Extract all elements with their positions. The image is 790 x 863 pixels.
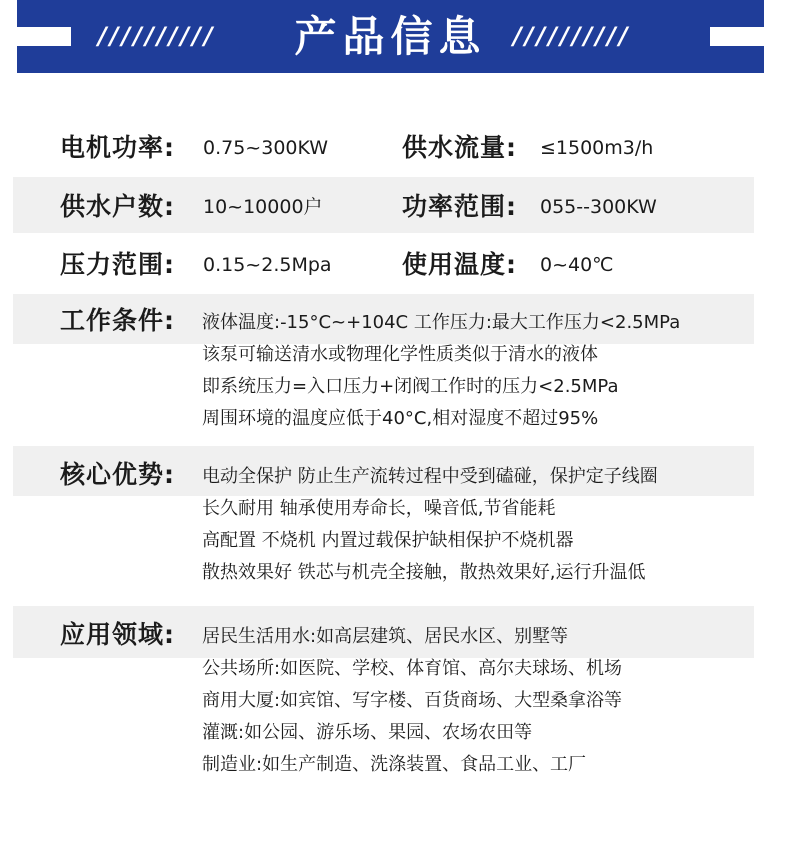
spec-row <box>0 245 790 285</box>
spec-value-households: 10~10000户 <box>203 196 323 218</box>
spec-label-flow: 供水流量: <box>402 133 517 162</box>
section-label: 应用领域: <box>60 620 175 649</box>
spec-row <box>0 187 790 227</box>
section-line: 商用大厦:如宾馆、写字楼、百货商场、大型桑拿浴等 <box>202 690 623 711</box>
spec-label-motor-power: 电机功率: <box>60 133 175 162</box>
header-slashes-right: ////////// <box>513 22 631 50</box>
section-line: 长久耐用 轴承使用寿命长，噪音低,节省能耗 <box>202 498 556 519</box>
page-title: 产品信息 <box>294 12 487 61</box>
header-slashes-left: ////////// <box>98 22 216 50</box>
spec-value-flow: ≤1500m3/h <box>540 137 654 159</box>
section-label: 核心优势: <box>60 460 175 489</box>
spec-value-motor-power: 0.75~300KW <box>203 137 329 159</box>
section-line: 电动全保护 防止生产流转过程中受到磕碰，保护定子线圈 <box>202 466 658 487</box>
spec-label-households: 供水户数: <box>60 192 175 221</box>
section-line: 即系统压力=入口压力+闭阀工作时的压力<2.5MPa <box>202 376 619 397</box>
section-line: 该泵可输送清水或物理化学性质类似于清水的液体 <box>202 344 598 365</box>
spec-label-pressure-range: 压力范围: <box>60 250 175 279</box>
spec-value-pressure-range: 0.15~2.5Mpa <box>203 254 332 276</box>
spec-row <box>0 128 790 168</box>
section-line: 散热效果好 铁芯与机壳全接触，散热效果好,运行升温低 <box>202 562 646 583</box>
section-line: 周围环境的温度应低于40°C,相对湿度不超过95% <box>202 408 599 429</box>
section-lines <box>202 307 680 435</box>
section-line: 高配置 不烧机 内置过载保护缺相保护不烧机器 <box>202 530 574 551</box>
section-label: 工作条件: <box>60 306 175 335</box>
spec-value-power-range: 055--300KW <box>540 196 657 218</box>
spec-value-temperature: 0~40℃ <box>540 254 614 276</box>
section-line: 公共场所:如医院、学校、体育馆、高尔夫球场、机场 <box>202 658 623 679</box>
section-line: 液体温度:-15°C~+104C 工作压力:最大工作压力<2.5MPa <box>202 312 681 333</box>
section-header-banner <box>17 0 764 73</box>
spec-label-power-range: 功率范围: <box>402 192 517 221</box>
spec-label-temperature: 使用温度: <box>402 250 517 279</box>
section-lines <box>202 621 622 781</box>
section-lines <box>202 461 658 589</box>
section-line: 制造业:如生产制造、洗涤装置、食品工业、工厂 <box>202 754 587 775</box>
section-line: 灌溉:如公园、游乐场、果园、农场农田等 <box>202 722 533 743</box>
section-line: 居民生活用水:如高层建筑、居民水区、别墅等 <box>202 626 569 647</box>
